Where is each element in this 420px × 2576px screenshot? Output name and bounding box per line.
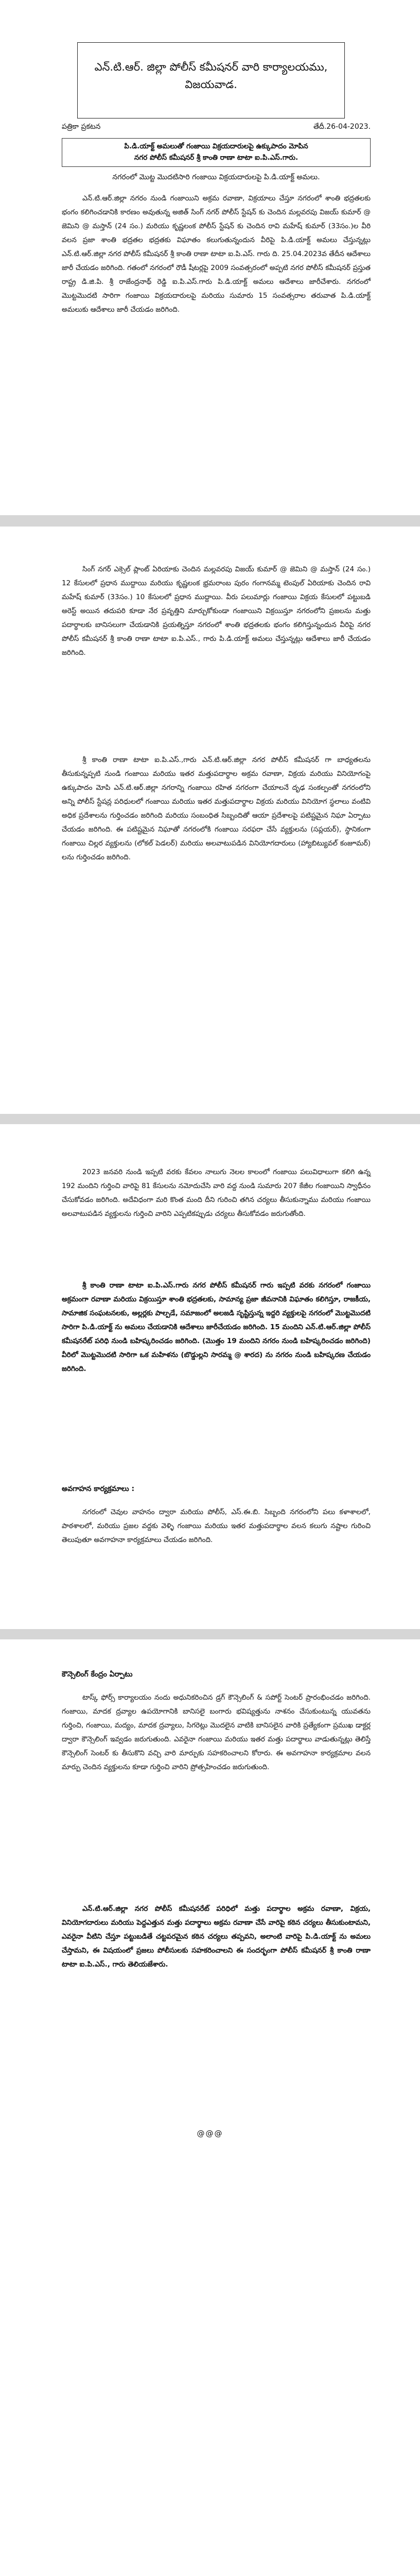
paragraph-7: టాస్క్ ఫోర్స్ కార్యాలయం నందు అధునికరించిన డ్రగ్ కౌన్సెలింగ్ & సపోర్ట్ సెంటర్ ప్రారంభించడం జరిగింది. గంజాయి, మాదక ద్రవ్యాల ఉపయోగానికి బానిసలై బంగారు భవిష్యత్తును నాశనం చేసుకుంటున్న యువతను గుర్తించి, గంజాయి, మద్యం, మాదక ద్రవ్యాలు, సిగరెట్లు మొదలైన వాటికి బానిసలైన వారికి ప్రత్యేకంగా ప్రముఖ డాక్టర్ల ద్వారా కౌన్సెలింగ్ ఇవ్వడం జరుగుతుంది. ఎవరైనా గంజాయి మరియు ఇతర మత్తు పదార్థాలు వాడుతున్నట్లు తెలిస్తే కౌన్సెలింగ్ సెంటర్ కు తీసుకొని వచ్చి వారి మార్పుకు సహకరించాలని కోరారు. ఈ అవగాహనా కార్యక్రమాల వలన మార్పు చెందిన వ్యక్తులను కూడా గుర్తించి వారిని ప్రోత్సహించడం జరుగుతుంది.: [62, 1693, 371, 1771]
paragraph-5: శ్రీ కాంతి రాణా టాటా ఐ.పి.ఎస్.గారు నగర పోలీస్ కమీషనర్ గారు ఇప్పటి వరకు నగరంలో గంజాయి అక్రమంగా రవాణా మరియు విక్రయిస్తూ శాంతి భద్రతలకు, సామాన్య ప్రజా జీవనానికి విఘాతం కలిగిస్తూ, రాజకీయ, సామాజిక సంఘటనలకు, అల్లర్లకు పాల్పడే, సమాజంలో అలజడి సృష్టిస్తున్న ఇద్దరి వ్యక్తులపై నగరంలో మొట్టమొదటి సారిగా పి.డి.యాక్ట్ ను అమలు చేయడానికి ఆదేశాలు జారీచేయడం జరిగింది. 15 మందిని ఎన్.టి.ఆర్.జిల్లా పోలీస్ కమీషనరేట్ పరిధి నుండి బహిష్కరించడం జరిగింది. (మొత్తం 19 మందిని నగరం నుండి బహిష్కరించడం జరిగింది) వీరిలో మొట్టమొదటి సారిగా ఒక మహిళను (బొడ్డుల్లని సారమ్మ @ శారద) ను నగరం నుండి బహిష్కరణ చేయడం జరిగింది.: [62, 1281, 371, 1373]
counselling-heading: కౌన్సెలింగ్ కేంద్రం ఏర్పాటు: [62, 1670, 133, 1679]
intro-line: నగరంలో మొట్ట మొదటిసారి గంజాయి విక్రయదారులపై పి.డి.యాక్ట్ అమలు.: [112, 173, 320, 181]
subject-line-2: నగర పోలీస్ కమీషనర్ శ్రీ కాంతి రాణా టాటా ఐ.పి.ఎస్.గారు.: [134, 154, 299, 162]
paragraph-4: 2023 జనవరి నుండి ఇప్పటి వరకు కేవలం నాలుగు నెలల కాలంలో గంజాయి పలువిధాలుగా కలిగి ఉన్న 192 మందిని గుర్తించి వారిపై 81 కేసులను నమోదుచేసి వారి వద్ద నుండి సుమారు 207 కేజీల గంజాయిని స్వాధీనం చేసుకోవడం జరిగింది. అదేవిధంగా మరి కొంత మంది దీని గురించి తగిన చర్యలు తీసుకున్నాము మరియు గంజాయి అలవాటుపడిన వ్యక్తులను గుర్తించి వారిని ఎప్పటికప్పుడు చర్యలు తీసుకోవడం జరుగుతోంది.: [62, 1168, 371, 1218]
page-2: [0, 527, 420, 1114]
end-mark: @@@: [197, 2129, 223, 2138]
subject-line-1: పి.డి.యాక్ట్ అమలుతో గంజాయి విక్రయదారులపై ఉక్కుపాదం మోపిన: [124, 142, 308, 150]
release-date: తేదీ.26-04-2023.: [313, 123, 371, 131]
page-1: [0, 0, 420, 515]
office-name: ఎన్.టి.ఆర్. జిల్లా పోలీస్ కమీషనర్ వారి కార్యాలయము,: [94, 61, 328, 73]
page-3: [0, 1124, 420, 1629]
subject-box: [62, 138, 371, 167]
office-header-box: [77, 42, 345, 118]
paragraph-8: ఎన్.టి.ఆర్.జిల్లా నగర పోలీస్ కమీషనరేట్ పరిధిలో మత్తు పదార్థాల అక్రమ రవాణా, విక్రయ, వినియోగదారులు మరియు పెద్దఎత్తున మత్తు పదార్థాలు అక్రమ రవాణా చేసే వారిపై కఠిన చర్యలు తీసుకుంటామని, ఎవరైనా వీటిని చేస్తూ పట్టుబడితే చట్టపరమైన కఠిన చర్యలు తప్పవని, అలాంటి వారిపై పి.డి.యాక్ట్ ను అమలు చేస్తామని, ఈ విషయంలో ప్రజలు పోలీసులకు సహకరించాలని ఈ సందర్భంగా పోలీస్ కమీషనర్ శ్రీ కాంతి రాణా టాటా ఐ.పి.ఎస్., గారు తెలియజేశారు.: [62, 1905, 371, 1969]
press-release-label: పత్రికా ప్రకటన: [62, 123, 101, 131]
paragraph-2: సింగ్ నగర్ ఎక్సెల్ ప్లాంట్ ఏరియాకు చెందిన మల్లవరపు విజయ్ కుమార్ @ జెమిని @ మస్తాన్ (24 సం.) 12 కేసులలో ప్రధాన ముద్దాయి మరియు కృష్ణలంక భ్రమరాంబ పురం గంగానమ్మ టెంపుల్ ఏరియాకు చెందిన రావి మహేష్ కుమార్ (33సం.) 10 కేసులలో ప్రధాన ముద్దాయి. వీరు పలుమార్లు గంజాయి విక్రయ కేసులలో పట్టుబడి అరెస్ట్ అయిన తదుపరి కూడా నేర ప్రవృత్తిని మార్చుకోకుండా గంజాయిని విక్రయిస్తూ నగరంలోని ప్రజలను మత్తు పదార్థాలకు బానిసలుగా చేయడానికి ప్రయత్నిస్తూ నగరంలో శాంతి భద్రతలకు భంగం కలిగిస్తున్నందున వీరిపై నగర పోలీస్ కమీషనర్ శ్రీ కాంతి రాణా టాటా ఐ.పి.ఎస్., గారు పి.డి.యాక్ట్ అమలు చేస్తున్నట్లు ఆదేశాలు జారీ చేయడం జరిగింది.: [62, 565, 371, 657]
page-4: [0, 1639, 420, 2576]
office-city: విజయవాడ.: [185, 78, 237, 91]
paragraph-3: శ్రీ కాంతి రాణా టాటా ఐ.పి.ఎస్.,గారు ఎన్.టి.ఆర్.జిల్లా నగర పోలీస్ కమీషనర్ గా బాధ్యతలను తీసుకున్నప్పటి నుండి గంజాయి మరియు ఇతర మత్తుపదార్థాల అక్రమ రవాణా, విక్రయ మరియు వినియోగంపై ఉక్కుపాదం మోపి ఎన్.టి.ఆర్.జిల్లా నగరాన్ని గంజాయి రహిత నగరంగా చేయాలనే దృఢ సంకల్పంతో నగరంలోని అన్ని పోలీస్ స్టేషన్ల పరిధులలో గంజాయి మరియు ఇతర మత్తుపదార్థాల విక్రయ మరియు వినియోగ స్థలాలు వంటివి అధిక ప్రదేశాలను గుర్తించడం జరిగింది మరియు సంబంధిత సిబ్బందితో ఆయా ప్రదేశాలపై పటిష్టమైన నిఘా ఏర్పాటు చేయడం జరిగింది. ఈ పటిష్టమైన నిఘాతో నగరంలోకి గంజాయి సరఫరా చేసే వ్యక్తులను (సప్లయర్), స్థానికంగా గంజాయి చిల్లర వ్యక్తులను (లోకల్ పెడలర్) మరియు అలవాటుపడిన వినియోగదారులు (హ్యాబిట్యువల్ కంజూమర్) లను గుర్తించడం జరిగింది.: [62, 756, 371, 861]
paragraph-1: ఎన్.టి.ఆర్.జిల్లా నగరం నుండి గంజాయిని అక్రమ రవాణా, విక్రయాలు చేస్తూ నగరంలో శాంతి భద్రతలకు భంగం కలిగించడానికి కారణం అవుతున్న అజిత్ సింగ్ నగర్ పోలీస్ స్టేషన్ కు చెందిన మల్లవరపు విజయ్ కుమార్ @ జెమిని @ మస్తాన్ (24 సం.) మరియు కృష్ణలంక పోలీస్ స్టేషన్ కు చెందిన రావి మహేష్ కుమార్ (33సం.)ల వీరి వలన ప్రజా శాంతి భద్రతల భద్రతకు విఘాతం కలుగుతున్నందున వీరిపై పి.డి.యాక్ట్ అమలు చేస్తున్నట్లు ఎన్.టి.ఆర్.జిల్లా నగర పోలీస్ కమీషనర్ శ్రీ కాంతి రాణా టాటా ఐ.పి.ఎస్. గారు ది. 25.04.2023వ తేదీన ఆదేశాలు జారీ చేయడం జరిగింది. గతంలో నగరంలో రౌడీ షీటర్లపై 2009 సంవత్సరంలో అప్పటి నగర పోలీస్ కమీషనర్ ప్రస్తుత రాష్ట్ర డి.జి.పి. శ్రీ రాజేంద్రనాథ్ రెడ్డి ఐ.పి.ఎస్.గారు పి.డి.యాక్ట్ అమలు ఆదేశాలు జారీచేశారు. నగరంలో మొట్టమొదటి సారిగా గంజాయి విక్రయదారులపై మరియు సుమారు 15 సంవత్సరాల తరువాత పి.డి.యాక్ట్ అమలుకు ఆదేశాలు జారీ చేయడం జరిగింది.: [62, 194, 371, 314]
awareness-heading: అవగాహన కార్యక్రమాలు :: [62, 1485, 135, 1493]
paragraph-6: నగరంలో చెవుల వాహనం ద్వారా మరియు పోలీస్, ఎస్.ఈ.బి. సిబ్బంది నగరంలోని పలు కళాశాలలో, పాఠశాలలో, మరియు ప్రజల వద్దకు వెళ్ళి గంజాయి మరియు ఇతర మత్తుపదార్థాల వలన కలుగు నష్టాల గురించి తెలుపుతూ అవగాహనా కార్యక్రమాలు చేయడం జరిగింది.: [62, 1508, 371, 1544]
meta-row: [62, 123, 371, 132]
